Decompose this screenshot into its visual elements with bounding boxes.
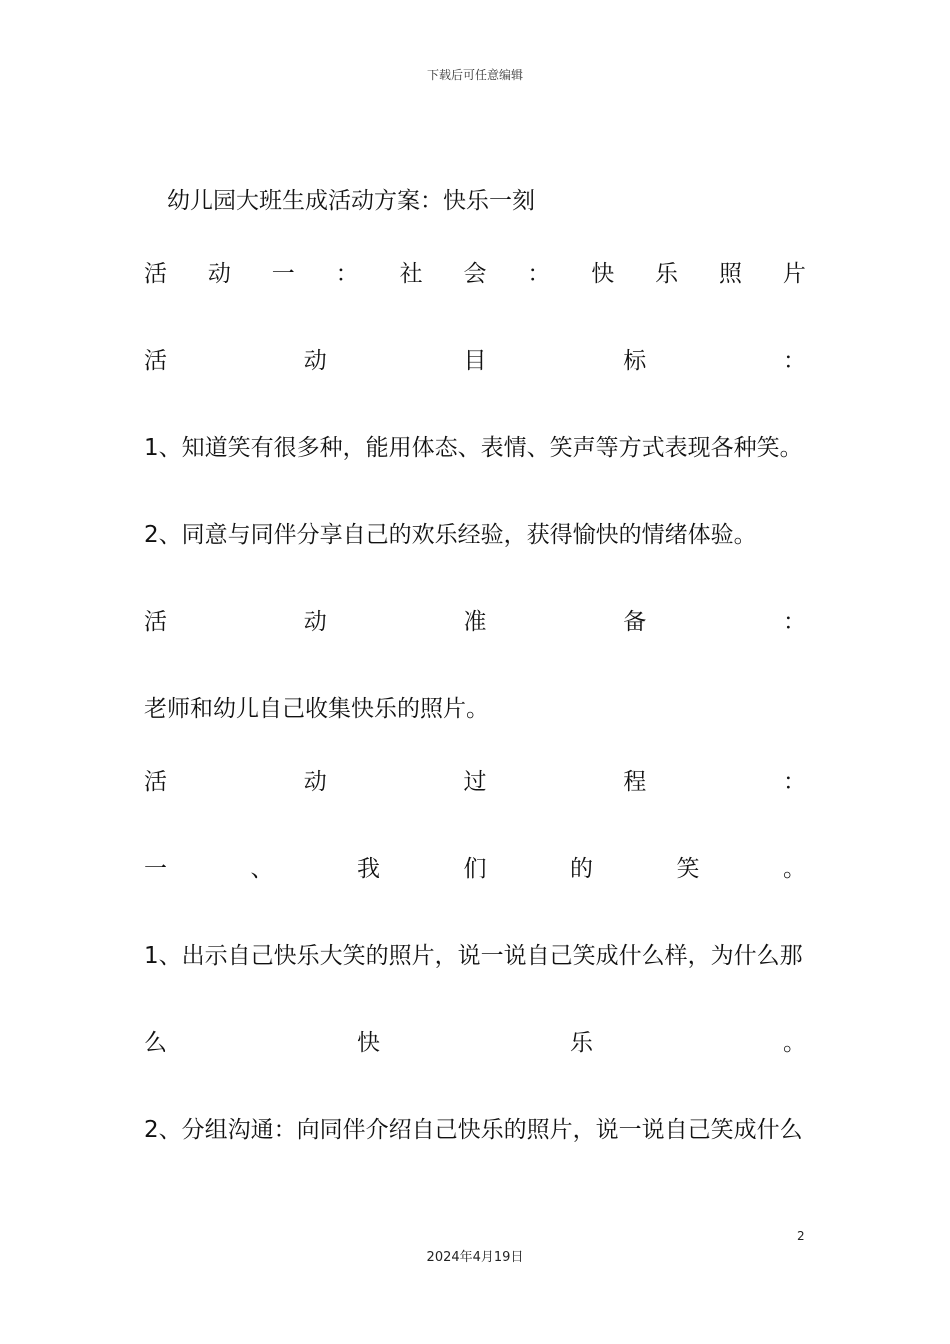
process-char: 过 bbox=[463, 769, 487, 795]
section-1-char: 。 bbox=[783, 856, 806, 882]
prep-char: 准 bbox=[463, 609, 487, 635]
step-1-char: 。 bbox=[783, 1030, 806, 1056]
step-1-char: 么 bbox=[144, 1030, 167, 1056]
section-1-char: 笑 bbox=[676, 856, 700, 882]
activity1-char: 照 bbox=[719, 261, 743, 287]
goals-heading bbox=[144, 346, 806, 376]
section-1-char: 一 bbox=[144, 856, 167, 882]
section-1-char: 我 bbox=[357, 856, 380, 882]
document-title: 幼儿园大班生成活动方案：快乐一刻 bbox=[167, 188, 535, 214]
goal-2: 2、同意与同伴分享自己的欢乐经验，获得愉快的情绪体验。 bbox=[144, 522, 757, 548]
activity1-char: ： bbox=[335, 261, 359, 287]
step-1-line-2 bbox=[144, 1028, 806, 1058]
process-heading bbox=[144, 767, 806, 797]
header-note: 下载后可任意编辑 bbox=[426, 68, 523, 82]
section-1-heading bbox=[144, 854, 806, 884]
activity1-char: 快 bbox=[591, 261, 615, 287]
footer-date: 2024年4月19日 bbox=[426, 1250, 524, 1265]
activity1-char: 会 bbox=[463, 261, 487, 287]
goals-char: 活 bbox=[144, 348, 167, 374]
prep-heading bbox=[144, 607, 806, 637]
activity1-char: 片 bbox=[782, 261, 806, 287]
goals-char: ： bbox=[783, 348, 806, 374]
activity1-char: 活 bbox=[144, 261, 167, 287]
prep-char: 动 bbox=[303, 609, 327, 635]
section-1-char: 的 bbox=[570, 856, 593, 882]
prep-char: 活 bbox=[144, 609, 167, 635]
section-1-char: 、 bbox=[250, 856, 274, 882]
activity1-char: 一 bbox=[271, 261, 295, 287]
step-1-char: 快 bbox=[357, 1030, 380, 1056]
activity1-heading bbox=[144, 259, 806, 289]
step-1-line-1: 1、出示自己快乐大笑的照片，说一说自己笑成什么样，为什么那 bbox=[144, 943, 803, 969]
activity1-char: 乐 bbox=[655, 261, 679, 287]
process-char: 程 bbox=[623, 769, 647, 795]
activity1-char: 社 bbox=[399, 261, 423, 287]
process-char: 动 bbox=[303, 769, 327, 795]
goals-char: 动 bbox=[303, 348, 327, 374]
prep-char: ： bbox=[783, 609, 806, 635]
section-1-char: 们 bbox=[463, 856, 487, 882]
activity1-char: ： bbox=[527, 261, 551, 287]
page-number: 2 bbox=[797, 1229, 805, 1243]
process-char: ： bbox=[783, 769, 806, 795]
goals-char: 标 bbox=[623, 348, 647, 374]
step-2-line-1: 2、分组沟通：向同伴介绍自己快乐的照片，说一说自己笑成什么 bbox=[144, 1117, 803, 1143]
goals-char: 目 bbox=[463, 348, 487, 374]
process-char: 活 bbox=[144, 769, 167, 795]
step-1-char: 乐 bbox=[570, 1030, 593, 1056]
goal-1: 1、知道笑有很多种，能用体态、表情、笑声等方式表现各种笑。 bbox=[144, 435, 803, 461]
activity1-char: 动 bbox=[207, 261, 231, 287]
prep-text: 老师和幼儿自己收集快乐的照片。 bbox=[144, 696, 489, 722]
prep-char: 备 bbox=[623, 609, 647, 635]
